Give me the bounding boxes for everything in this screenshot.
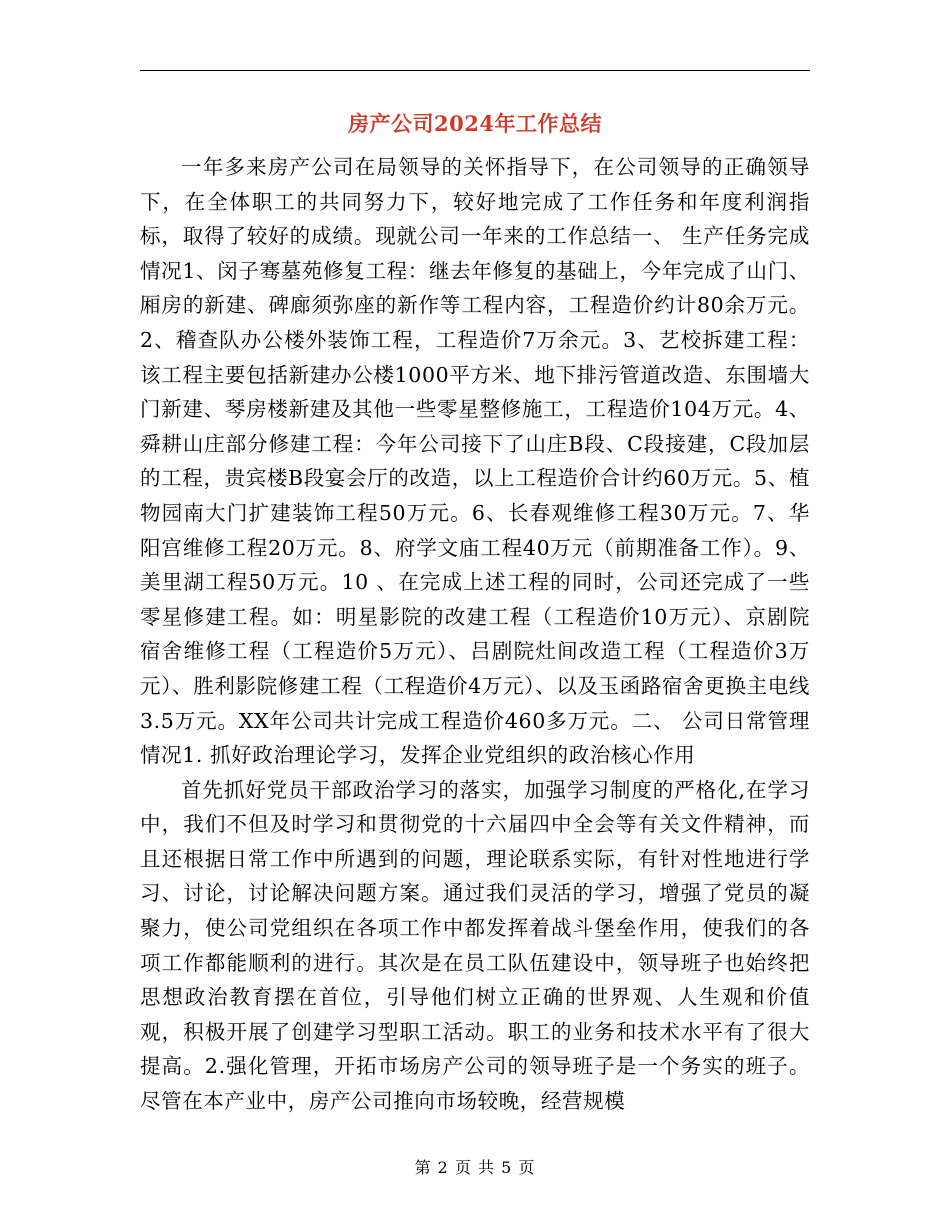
document-title: 房产公司2024年工作总结 [348,111,602,136]
header-rule [140,70,810,71]
body-paragraph-1: 一年多来房产公司在局领导的关怀指导下，在公司领导的正确领导下，在全体职工的共同努力下，较好地完成了工作任务和年度利润指标，取得了较好的成绩。现就公司一年来的工作总结一、 生产任务完成情况1、闵子骞墓苑修复工程：继去年修复的基础上，今年完成了山门、厢房的新建、碑廊须弥座的新作等工程内容，工程造价约计80余万元。2、稽查队办公楼外装饰工程，工程造价7万余元。3、艺校拆建工程：该工程主要包括新建办公楼1000平方米、地下排污管道改造、东围墙大门新建、琴房楼新建及其他一些零星整修施工，工程造价104万元。4、舜耕山庄部分修建工程：今年公司接下了山庄B段、C段接建，C段加层的工程，贵宾楼B段宴会厅的改造，以上工程造价合计约60万元。5、植物园南大门扩建装饰工程50万元。6、长春观维修工程30万元。7、华阳宫维修工程20万元。8、府学文庙工程40万元（前期准备工作）。9、美里湖工程50万元。10 、在完成上述工程的同时，公司还完成了一些零星修建工程。如：明星影院的改建工程（工程造价10万元）、京剧院宿舍维修工程（工程造价5万元）、吕剧院灶间改造工程（工程造价3万元）、胜利影院修建工程（工程造价4万元）、以及玉函路宿舍更换主电线3.5万元。XX年公司共计完成工程造价460多万元。二、 公司日常管理情况1. 抓好政治理论学习，发挥企业党组织的政治核心作用 [140,155,810,768]
document-body [140,150,810,1119]
body-paragraph-2: 首先抓好党员干部政治学习的落实，加强学习制度的严格化,在学习中，我们不但及时学习和贯彻党的十六届四中全会等有关文件精神，而且还根据日常工作中所遇到的问题，理论联系实际，有针对性地进行学习、讨论，讨论解决问题方案。通过我们灵活的学习，增强了党员的凝聚力，使公司党组织在各项工作中都发挥着战斗堡垒作用，使我们的各项工作都能顺利的进行。其次是在员工队伍建设中，领导班子也始终把思想政治教育摆在首位，引导他们树立正确的世界观、人生观和价值观，积极开展了创建学习型职工活动。职工的业务和技术水平有了很大提高。2.强化管理，开拓市场房产公司的领导班子是一个务实的班子。尽管在本产业中，房产公司推向市场较晚，经营规模 [140,777,810,1114]
page-footer: 第 2 页 共 5 页 [414,1158,536,1177]
